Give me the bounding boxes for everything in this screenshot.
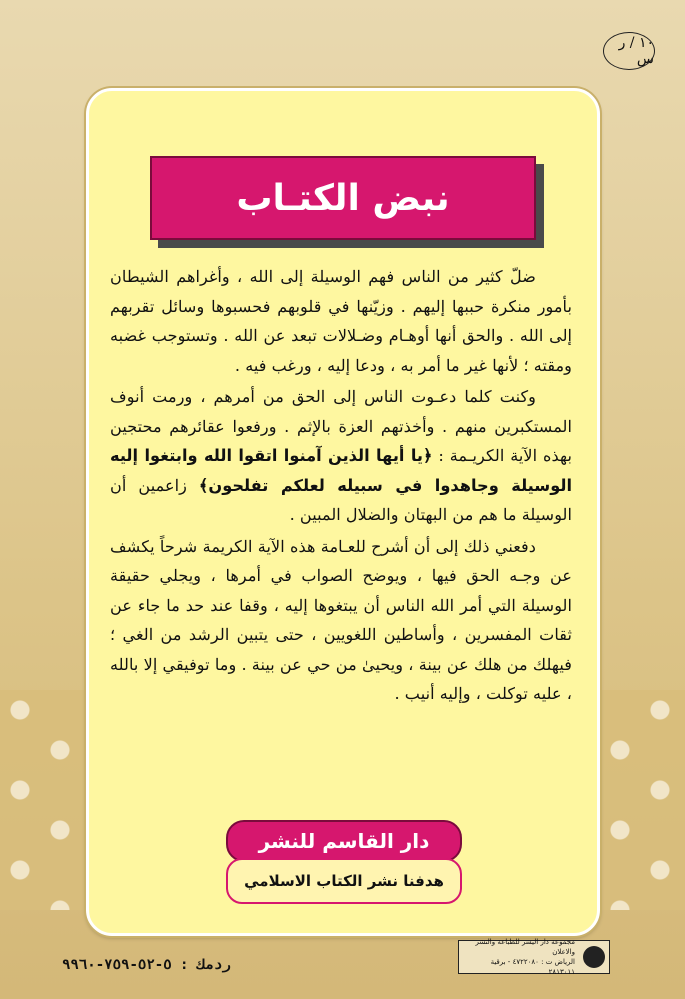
paragraph-2: وكنت كلما دعـوت الناس إلى الحق من أمرهم ، ورمت أنوف المستكبرين منهم . وأخذتهم العزة بالإثم . ورفعوا عقائرهم محتجين بهذه الآية الكريـمة : ﴿يا أيها الذين آمنوا اتقوا الله وابتغوا إليه الوسيلة وجاهدوا في سبيله لعلكم تفلحون﴾ زاعمين أن الوسيلة ما هم من البهتان والضلال المبين . (110, 387, 572, 524)
publisher-name: دار القاسم للنشر (226, 820, 462, 862)
handwritten-note: ١٠ / ر س (603, 32, 655, 70)
description-text (110, 262, 572, 709)
printer-contact: الرياض ت : ٤٧٢٢٠٨٠ - برقية ٢٨١٣٠١١ (490, 958, 575, 976)
printer-stamp (458, 940, 610, 974)
paragraph-3: دفعني ذلك إلى أن أشرح للعـامة هذه الآية الكريمة شرحاً يكشف عن وجـه الحق فيها ، ويوضح الصواب في أمرها ، ويجلي حقيقة الوسيلة التي أمر الله الناس أن يبتغوها إليه ، وقفا عند حد ما جاء عن ثقات المفسرين ، وأساطين اللغويين ، حتى يتبين الرشد من الغي ؛ فيهلك من هلك عن بينة ، ويحيىٰ من حي عن بينة . وما توفيقي إلا بالله ، عليه توكلت ، وإليه أنيب . (110, 536, 572, 703)
isbn-number: ردمك : ٥-٥٢-٧٥٩-٩٩٦٠ (62, 957, 231, 973)
publisher-logo (224, 820, 464, 912)
printer-name: مجموعة دار اليسر للطباعة والنشر والاعلان (475, 938, 575, 956)
quran-verse: ﴿يا أيها الذين آمنوا اتقوا الله وابتغوا إليه الوسيلة وجاهدوا في سبيله لعلكم تفلحون﴾ (110, 446, 572, 495)
paragraph-1: ضلّ كثير من الناس فهم الوسيلة إلى الله ، وأغراهم الشيطان بأمور منكرة حببها إليهم . وزيّنها في قلوبهم فحسبوها وسائل تقربهم إلى الله . والحق أنها أوهـام وضـلالات تبعد عن الله . وتستوجب غضبه ومقته ؛ لأنها غير ما أمر به ، ودعا إليه ، ورغب فيه . (110, 267, 572, 375)
printer-logo-icon (583, 946, 605, 968)
page-title: نبض الكتـاب (236, 177, 450, 219)
publisher-slogan: هدفنا نشر الكتاب الاسلامي (226, 858, 462, 904)
title-banner (150, 156, 536, 240)
